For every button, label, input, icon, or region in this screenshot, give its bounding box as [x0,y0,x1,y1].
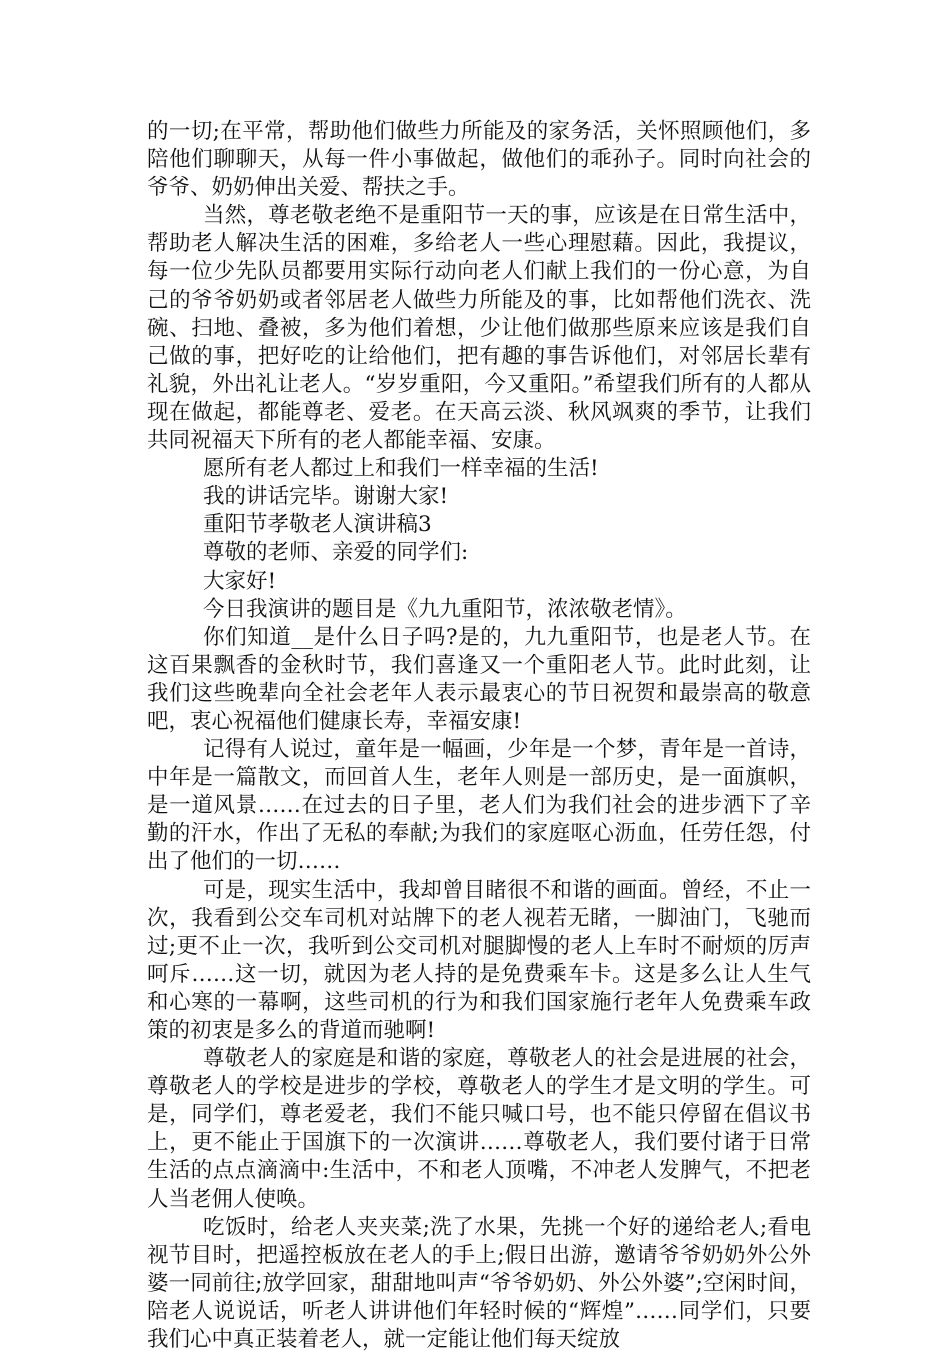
paragraph-10: 记得有人说过，童年是一幅画，少年是一个梦，青年是一首诗，中年是一篇散文，而回首人生，老年人则是一部历史，是一面旗帜，是一道风景……在过去的日子里，老人们为我们社会的进步洒下了辛勤的汗水，作出了无私的奉献;为我们的家庭呕心沥血，任劳任怨，付出了他们的一切…… [147,737,811,875]
greeting: 大家好! [203,568,277,594]
speech-title: 今日我演讲的题目是《九九重阳节，浓浓敬老情》。 [203,596,687,622]
paragraph-9: 你们知道__是什么日子吗?是的，九九重阳节，也是老人节。在这百果飘香的金秋时节，我们喜逢又一个重阳老人节。此时此刻，让我们这些晚辈向全社会老年人表示最衷心的节日祝贺和最崇高的敬意吧，衷心祝福他们健康长寿，幸福安康! [147,624,811,734]
paragraph-4: 我的讲话完毕。谢谢大家! [203,484,449,510]
paragraph-1: 的一切;在平常，帮助他们做些力所能及的家务活，关怀照顾他们，多陪他们聊聊天，从每一件小事做起，做他们的乖孙子。同时向社会的爷爷、奶奶伸出关爱、帮扶之手。 [147,119,811,201]
document-page [147,118,811,1354]
paragraph-12: 尊敬老人的家庭是和谐的家庭，尊敬老人的社会是进展的社会，尊敬老人的学校是进步的学校，尊敬老人的学生才是文明的学生。可是，同学们，尊老爱老，我们不能只喊口号，也不能只停留在倡议书上，更不能止于国旗下的一次演讲……尊敬老人，我们要付诸于日常生活的点点滴滴中:生活中，不和老人顶嘴，不冲老人发脾气，不把老人当老佣人使唤。 [147,1046,811,1212]
salutation: 尊敬的老师、亲爱的同学们: [203,540,469,566]
paragraph-3: 愿所有老人都过上和我们一样幸福的生活! [203,456,599,482]
section-heading: 重阳节孝敬老人演讲稿3 [203,512,432,538]
paragraph-13: 吃饭时，给老人夹夹菜;洗了水果，先挑一个好的递给老人;看电视节目时，把遥控板放在老人的手上;假日出游，邀请爷爷奶奶外公外婆一同前往;放学回家，甜甜地叫声“爷爷奶奶、外公外婆”;空闲时间，陪老人说说话，听老人讲讲他们年轻时候的“辉煌”……同学们，只要我们心中真正装着老人，就一定能让他们每天绽放 [147,1214,811,1353]
paragraph-2: 当然，尊老敬老绝不是重阳节一天的事，应该是在日常生活中，帮助老人解决生活的困难，多给老人一些心理慰藉。因此，我提议，每一位少先队员都要用实际行动向老人们献上我们的一份心意，为自己的爷爷奶奶或者邻居老人做些力所能及的事，比如帮他们洗衣、洗碗、扫地、叠被，多为他们着想，少让他们做那些原来应该是我们自己做的事，把好吃的让给他们，把有趣的事告诉他们，对邻居长辈有礼貌，外出礼让老人。“岁岁重阳，今又重阳。”希望我们所有的人都从现在做起，都能尊老、爱老。在天高云淡、秋风飒爽的季节，让我们共同祝福天下所有的老人都能幸福、安康。 [147,203,811,454]
paragraph-11: 可是，现实生活中，我却曾目睹很不和谐的画面。曾经，不止一次，我看到公交车司机对站牌下的老人视若无睹，一脚油门，飞驰而过;更不止一次，我听到公交司机对腿脚慢的老人上车时不耐烦的厉声呵斥……这一切，就因为老人持的是免费乘车卡。这是多么让人生气和心寒的一幕啊，这些司机的行为和我们国家施行老年人免费乘车政策的初衷是多么的背道而驰啊! [147,877,811,1043]
